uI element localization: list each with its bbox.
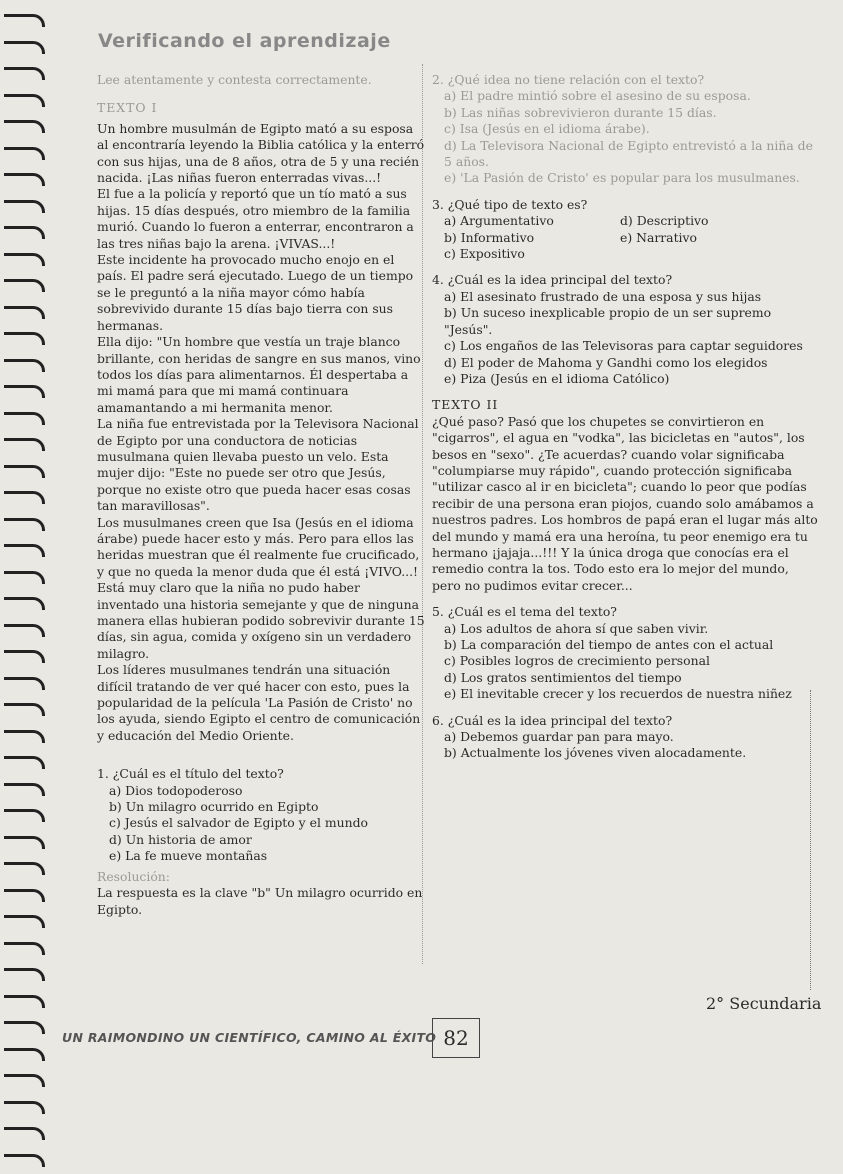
- q1-option-b[interactable]: b) Un milagro ocurrido en Egipto: [109, 799, 319, 815]
- spiral-ring: [4, 942, 45, 955]
- left-column: [97, 72, 425, 918]
- q1-option-c[interactable]: c) Jesús el salvador de Egipto y el mundo: [109, 815, 368, 831]
- spiral-ring: [4, 968, 45, 981]
- q6-option-a[interactable]: a) Debemos guardar pan para mayo.: [444, 729, 674, 745]
- q2-option-a[interactable]: a) El padre mintió sobre el asesino de su esposa.: [444, 88, 751, 104]
- right-column: [432, 72, 820, 762]
- q4-option-d[interactable]: d) El poder de Mahoma y Gandhi como los elegidos: [444, 354, 768, 370]
- spiral-ring: [4, 783, 45, 796]
- spiral-ring: [4, 226, 45, 239]
- spiral-ring: [4, 809, 45, 822]
- spiral-ring: [4, 279, 45, 292]
- question-5: 5. ¿Cuál es el tema del texto?: [432, 604, 617, 620]
- spiral-ring: [4, 147, 45, 160]
- text1-paragraph: Los líderes musulmanes tendrán una situación difícil tratando de ver qué hacer con esto, pues la popularidad de la película 'La Pasión de Cristo' no los ayuda, siendo Egipto el centro de comunicación y educación del Medio Oriente.: [97, 662, 421, 743]
- spiral-ring: [4, 491, 45, 504]
- spiral-ring: [4, 41, 45, 54]
- resolution-label: Resolución:: [97, 868, 170, 884]
- q4-option-e[interactable]: e) Piza (Jesús en el idioma Católico): [444, 370, 670, 386]
- spiral-ring: [4, 14, 45, 27]
- text1-paragraph: Los musulmanes creen que Isa (Jesús en el idioma árabe) puede hacer esto y más. Pero para ellos las heridas muestran que él realmente fue crucificado, y que no queda la menor duda que él está ¡VIVO...! Está muy claro que la niña no pudo haber inventado una historia semejante y que de ninguna manera ellas hubieran podido sobrevivir durante 15 días, sin agua, comida y oxígeno sin un verdadero milagro.: [97, 514, 425, 661]
- text1-heading: TEXTO I: [97, 100, 158, 116]
- q2-option-d[interactable]: d) La Televisora Nacional de Egipto entrevistó a la niña de 5 años.: [444, 137, 813, 170]
- question-1: 1. ¿Cuál es el título del texto?: [97, 766, 284, 782]
- text2-heading: TEXTO II: [432, 397, 499, 413]
- spiral-ring: [4, 624, 45, 637]
- q4-option-c[interactable]: c) Los engaños de las Televisoras para captar seguidores: [444, 338, 803, 354]
- q3-option-c[interactable]: c) Expositivo: [444, 246, 525, 262]
- spiral-ring: [4, 332, 45, 345]
- spiral-ring: [4, 1101, 45, 1114]
- section-title: Verificando el aprendizaje: [98, 30, 391, 52]
- q3-option-b[interactable]: b) Informativo: [444, 229, 535, 245]
- q3-option-a[interactable]: a) Argumentativo: [444, 213, 554, 229]
- q4-option-b[interactable]: b) Un suceso inexplicable propio de un ser supremo "Jesús".: [444, 305, 772, 337]
- q1-option-a[interactable]: a) Dios todopoderoso: [109, 782, 243, 798]
- spiral-ring: [4, 571, 45, 584]
- spiral-ring: [4, 1048, 45, 1061]
- spiral-ring: [4, 995, 45, 1008]
- spiral-ring: [4, 730, 45, 743]
- q1-option-e[interactable]: e) La fe mueve montañas: [109, 848, 268, 864]
- spiral-ring: [4, 200, 45, 213]
- grade-label: 2° Secundaria: [706, 994, 822, 1013]
- question-2: 2. ¿Qué idea no tiene relación con el texto?: [432, 72, 705, 87]
- question-4: 4. ¿Cuál es la idea principal del texto?: [432, 272, 673, 288]
- spiral-ring: [4, 173, 45, 186]
- spiral-ring: [4, 1154, 45, 1167]
- spiral-ring: [4, 889, 45, 902]
- spiral-ring: [4, 1021, 45, 1034]
- text1-paragraph: El fue a la policía y reportó que un tío mató a sus hijas. 15 días después, otro miembro de la familia murió. Cuando lo fueron a enterrar, encontraron a las tres niñas bajo la arena. ¡VIVAS...!: [97, 186, 414, 251]
- spiral-ring: [4, 597, 45, 610]
- spiral-ring: [4, 94, 45, 107]
- q3-option-d[interactable]: d) Descriptivo: [620, 213, 709, 229]
- spiral-ring: [4, 438, 45, 451]
- q6-option-b[interactable]: b) Actualmente los jóvenes viven alocadamente.: [444, 745, 747, 761]
- spiral-ring: [4, 544, 45, 557]
- page-number: 82: [432, 1018, 480, 1058]
- q2-option-b[interactable]: b) Las niñas sobrevivieron durante 15 días.: [444, 104, 717, 120]
- q5-option-e[interactable]: e) El inevitable crecer y los recuerdos de nuestra niñez: [444, 686, 792, 702]
- spiral-ring: [4, 915, 45, 928]
- spiral-ring: [4, 306, 45, 319]
- q5-option-b[interactable]: b) La comparación del tiempo de antes con el actual: [444, 637, 774, 652]
- text1-paragraph: Un hombre musulmán de Egipto mató a su esposa al encontraría leyendo la Biblia católica y la enterró con sus hijas, una de 8 años, otra de 5 y una recién nacida. ¡Las niñas fueron enterradas vivas...!: [97, 120, 425, 186]
- spiral-ring: [4, 67, 45, 80]
- q1-option-d[interactable]: d) Un historia de amor: [109, 831, 252, 847]
- q4-option-a[interactable]: a) El asesinato frustrado de una esposa y sus hijas: [444, 288, 762, 304]
- q2-option-e[interactable]: e) 'La Pasión de Cristo' es popular para los musulmanes.: [444, 170, 800, 186]
- spiral-ring: [4, 412, 45, 425]
- question-6: 6. ¿Cuál es la idea principal del texto?: [432, 712, 673, 728]
- spiral-ring: [4, 385, 45, 398]
- spiral-ring: [4, 1074, 45, 1087]
- spiral-ring: [4, 120, 45, 133]
- spiral-ring: [4, 518, 45, 531]
- spiral-ring: [4, 703, 45, 716]
- text2-paragraph: ¿Qué paso? Pasó que los chupetes se convirtieron en "cigarros", el agua en "vodka", las bicicletas en "autos", los besos en "sexo". ¿Te acuerdas? cuando volar significaba "columpiarse muy rápido", cuando protección significaba "utilizar casco al ir en bicicleta"; cuando lo peor que podías recibir de una persona eran piojos, cuando solo amábamos a nuestros padres. Los hombros de papá eran el lugar más alto del mundo y mamá era una heroína, tu peor enemigo era tu hermano ¡jajaja...!!! Y la única droga que conocías era el remedio contra la tos. Todo esto era lo mejor del mundo, pero no pudimos evitar crecer...: [432, 413, 818, 593]
- spiral-ring: [4, 465, 45, 478]
- q5-option-c[interactable]: c) Posibles logros de crecimiento personal: [444, 653, 710, 669]
- resolution-text: La respuesta es la clave "b" Un milagro ocurrido en Egipto.: [97, 885, 423, 917]
- text1-paragraph: La niña fue entrevistada por la Televisora Nacional de Egipto por una conductora de noticias musulmana quien llevaba puesto un velo. Esta mujer dijo: "Este no puede ser otro que Jesús, porque no existe otro que pueda hacer esas cosas tan maravillosas".: [97, 416, 419, 514]
- q5-option-d[interactable]: d) Los gratos sentimientos del tiempo: [444, 669, 682, 685]
- text1-paragraph: Ella dijo: "Un hombre que vestía un traje blanco brillante, con heridas de sangre en sus manos, vino todos los días para alimentarnos. Él despertaba a mi mamá para que mi mamá continuara amamantando a mi hermanita menor.: [97, 334, 421, 415]
- spiral-ring: [4, 836, 45, 849]
- margin-dots: [810, 690, 831, 990]
- spiral-ring: [4, 1127, 45, 1140]
- q2-option-c[interactable]: c) Isa (Jesús en el idioma árabe).: [444, 121, 650, 137]
- spiral-ring: [4, 253, 45, 266]
- school-slogan: UN RAIMONDINO UN CIENTÍFICO, CAMINO AL ÉXITO: [62, 1030, 437, 1045]
- spiral-ring: [4, 677, 45, 690]
- spiral-ring: [4, 359, 45, 372]
- spiral-binding: [0, 0, 48, 1174]
- spiral-ring: [4, 756, 45, 769]
- spiral-ring: [4, 650, 45, 663]
- question-3: 3. ¿Qué tipo de texto es?: [432, 196, 588, 212]
- q3-option-e[interactable]: e) Narrativo: [620, 229, 697, 245]
- q5-option-a[interactable]: a) Los adultos de ahora sí que saben vivir.: [444, 620, 709, 636]
- text1-paragraph: Este incidente ha provocado mucho enojo en el país. El padre será ejecutado. Luego de un tiempo se le preguntó a la niña mayor cómo había sobrevivido durante 15 días bajo tierra con sus hermanas.: [97, 252, 414, 333]
- instruction-text: Lee atentamente y contesta correctamente.: [97, 72, 372, 87]
- spiral-ring: [4, 862, 45, 875]
